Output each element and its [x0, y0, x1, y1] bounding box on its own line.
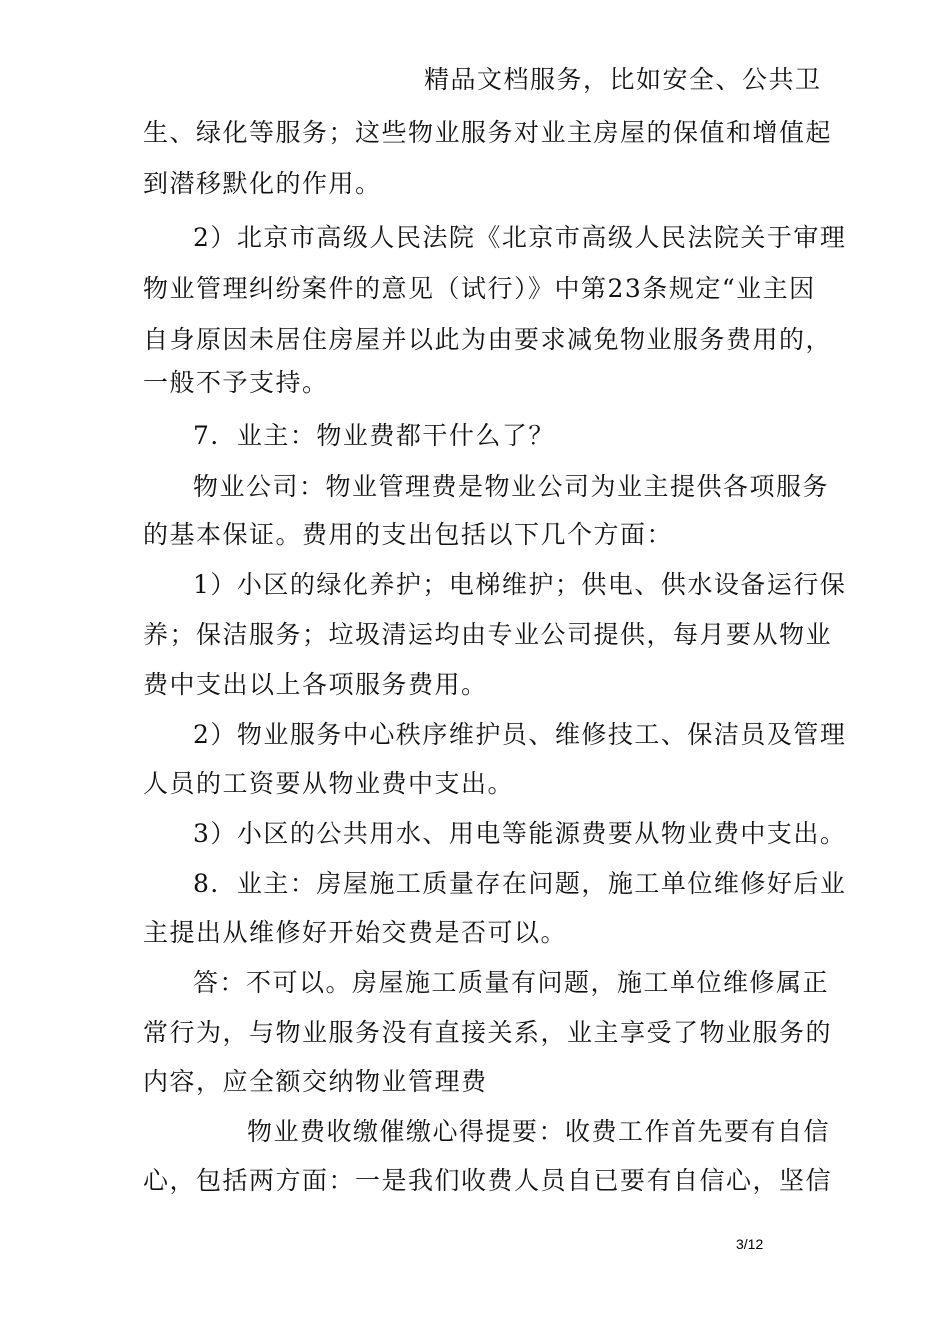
- text-line-10: 1）小区的绿化养护；电梯维护；供电、供水设备运行保: [193, 570, 847, 599]
- text-line-18: 答：不可以。房屋施工质量有问题，施工单位维修属正: [193, 968, 830, 997]
- text-line-21: 物业费收缴催缴心得提要：收费工作首先要有自信: [247, 1117, 831, 1146]
- text-line-3: 2）北京市高级人民法院《北京市高级人民法院关于审理: [193, 223, 847, 252]
- header-line: 精品文档服务，比如安全、公共卫: [424, 65, 822, 94]
- text-line-6: 一般不予支持。: [143, 368, 329, 397]
- text-line-5: 自身原因未居住房屋并以此为由要求减免物业服务费用的，: [143, 325, 833, 354]
- text-line-12: 费中支出以上各项服务费用。: [143, 670, 488, 699]
- text-line-1: 生、绿化等服务；这些物业服务对业主房屋的保值和增值起: [143, 118, 833, 147]
- text-line-2: 到潜移默化的作用。: [143, 169, 382, 198]
- text-line-11: 养；保洁服务；垃圾清运均由专业公司提供，每月要从物业: [143, 620, 833, 649]
- text-line-14: 人员的工资要从物业费中支出。: [143, 769, 515, 798]
- text-line-9: 的基本保证。费用的支出包括以下几个方面：: [143, 520, 674, 549]
- text-line-8: 物业公司：物业管理费是物业公司为业主提供各项服务: [193, 472, 830, 501]
- text-line-19: 常行为，与物业服务没有直接关系，业主享受了物业服务的: [143, 1018, 833, 1047]
- text-line-22: 心，包括两方面：一是我们收费人员自已要有自信心，坚信: [143, 1166, 833, 1195]
- page-number: 3/12: [736, 1236, 764, 1252]
- text-line-16: 8．业主：房屋施工质量存在问题，施工单位维修好后业: [193, 869, 847, 898]
- text-line-7: 7．业主：物业费都干什么了？: [193, 421, 555, 450]
- text-line-20: 内容，应全额交纳物业管理费: [143, 1067, 488, 1096]
- text-line-15: 3）小区的公共用水、用电等能源费要从物业费中支出。: [193, 819, 847, 848]
- text-line-4: 物业管理纠纷案件的意见（试行）》中第23条规定“业主因: [143, 274, 816, 303]
- text-line-13: 2）物业服务中心秩序维护员、维修技工、保洁员及管理: [193, 720, 847, 749]
- text-line-17: 主提出从维修好开始交费是否可以。: [143, 918, 568, 947]
